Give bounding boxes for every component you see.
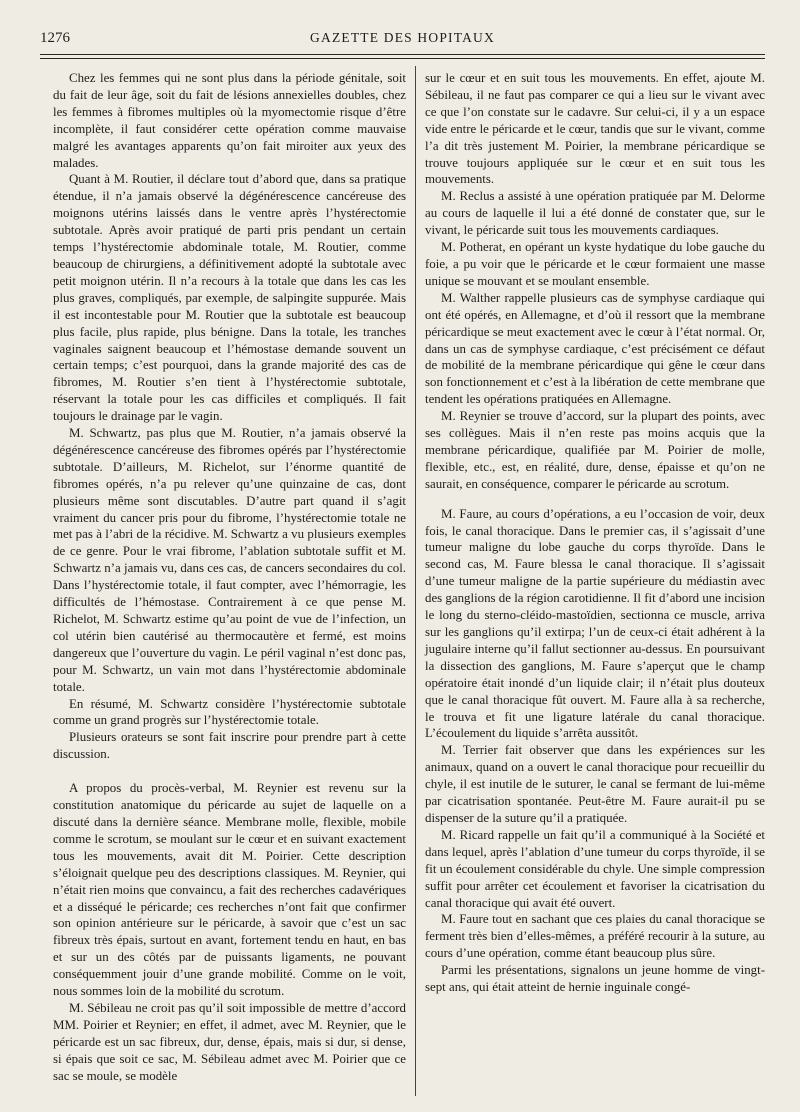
paragraph: M. Potherat, en opérant un kyste hydatique du lobe gauche du foie, a pu voir que le péricarde et le cœur formaient une masse unique se mouvant et se moulant ensemble. [425, 240, 765, 288]
left-column [53, 70, 406, 1084]
paragraph: Parmi les présentations, signalons un jeune homme de vingt-sept ans, qui était atteint de hernie inguinale congé- [425, 963, 765, 995]
right-column [425, 70, 765, 996]
paragraph: M. Terrier fait observer que dans les expériences sur les animaux, quand on a ouvert le canal thoracique pour recueillir du chyle, il est inutile de le suturer, le canal se fermant de lui-même par cicatrisation spontanée. Peut-être M. Faure aurait-il pu se dispenser de la suture qu’il a pratiquée. [425, 743, 765, 825]
header-rule-thin [40, 58, 765, 59]
paragraph: A propos du procès-verbal, M. Reynier est revenu sur la constitution anatomique du péricarde au sujet de laquelle on a discuté dans la dernière séance. Membrane molle, flexible, mobile comme le scrotum, se moulant sur le cœur et en suivant exactement tous les mouvements, avait dit M. Poirier. Cette description s’éloignait quelque peu des descriptions classiques. M. Reynier, qui n’était rien moins que convaincu, a fait des recherches cadavériques et a disséqué le péricarde; ces recherches n’ont fait que confirmer son opinion antérieure sur le péricarde, à savoir que c’est un sac fibreux très épais, surtout en avant, fortement tendu en haut, en bas et sur un des côtés par de puissants ligaments, ne pouvant conséquemment jouir d’une grande mobilité. Comme on le voit, nous sommes loin de la mobilité du scrotum. [53, 781, 406, 999]
paragraph: Plusieurs orateurs se sont fait inscrire pour prendre part à cette discussion. [53, 730, 406, 762]
paragraph: M. Walther rappelle plusieurs cas de symphyse cardiaque qui ont été opérés, en Allemagne, et d’où il ressort que la membrane péricardique se meut exactement avec le cœur à l’état normal. Or, dans un cas de symphyse cardiaque, c’est précisément ce défaut de mobilité de la membrane péricardique qui gêne le cœur dans son fonctionnement et c’est à la libération de cette membrane que tendent les opérations pratiquées en Allemagne. [425, 290, 765, 407]
column-divider [415, 66, 416, 1096]
paragraph: M. Sébileau ne croit pas qu’il soit impossible de mettre d’accord MM. Poirier et Reynier; en effet, il admet, avec M. Reynier, que le péricarde est un sac fibreux, dur, dense, épais, mais si dur, si dense, si épais que soit ce sac, M. Sébileau admet avec M. Poirier que ce sac se moule, se modèle [53, 1000, 406, 1083]
journal-title: GAZETTE DES HOPITAUX [310, 30, 495, 45]
paragraph: Chez les femmes qui ne sont plus dans la période génitale, soit du fait de leur âge, soit du fait de lésions annexielles doubles, chez les femmes à fibromes multiples où la myomectomie risque d’être incomplète, il faut considérer cette opération comme mauvaise malgré les avantages apparents qu’on fait miroiter aux yeux des malades. [53, 71, 406, 170]
page-number: 1276 [40, 30, 70, 46]
paragraph: M. Schwartz, pas plus que M. Routier, n’a jamais observé la dégénérescence cancéreuse des fibromes opérés par l’hystérectomie subtotale. D’ailleurs, M. Richelot, sur l’énorme quantité de fibromes opérés, n’a pu relever qu’une quinzaine de cas, dont plusieurs même sont discutables. D’autre part quand il s’agit vraiment du cancer pris pour du fibrome, l’hystérectomie totale ne met pas à l’abri de la récidive. M. Schwartz a vu plusieurs exemples de ce genre. Pour le vrai fibrome, l’ablation subtotale suffit et M. Schwartz n’a jamais vu, dans ces cas, de cancers secondaires du col. Dans l’hystérectomie totale, il faut compter, avec l’hémorragie, les difficultés de l’hémostase. Contrairement à ce que pense M. Richelot, M. Schwartz estime qu’au point de vue de l’infection, un col utérin bien cautérisé au thermocautère et fermé, est moins dangereux que l’ouverture du vagin. Le péril vaginal n’est donc pas, pour M. Schwartz, un vain mot dans l’hystérectomie abdominale totale. [53, 426, 406, 694]
header-rule [40, 54, 765, 55]
page-header [40, 30, 765, 50]
paragraph: sur le cœur et en suit tous les mouvements. En effet, ajoute M. Sébileau, il ne faut pas comparer ce qui a lieu sur le vivant avec ce que l’on constate sur le cadavre. Sur celui-ci, il y a un espace vide entre le péricarde et le cœur, tandis que sur le vivant, comme l’a dit très justement M. Poirier, la membrane péricardique se trouve toujours appliquée sur le cœur et en suit tous les mouvements. [425, 71, 765, 187]
paragraph: M. Reclus a assisté à une opération pratiquée par M. Delorme au cours de laquelle il lui a été donné de constater que, sur le vivant, le péricarde suit tous les mouvements cardiaques. [425, 189, 765, 238]
paragraph: En résumé, M. Schwartz considère l’hystérectomie subtotale comme un grand progrès sur l’hystérectomie totale. [53, 696, 406, 728]
paragraph: M. Ricard rappelle un fait qu’il a communiqué à la Société et dans lequel, après l’ablation d’une tumeur du corps thyroïde, il se fit un écoulement considérable du chyle. Une simple compression suffit pour arrêter cet écoulement et favoriser la cicatrisation du canal thoracique qui avait été ouvert. [425, 827, 765, 910]
paragraph: M. Faure tout en sachant que ces plaies du canal thoracique se ferment très bien d’elles-mêmes, a préféré recourir à la suture, au cours d’une opération, comme étant beaucoup plus sûre. [425, 912, 765, 961]
paragraph: M. Faure, au cours d’opérations, a eu l’occasion de voir, deux fois, le canal thoracique. Dans le premier cas, il s’agissait d’une tumeur maligne du lobe gauche du corps thyroïde. Dans le second cas, M. Faure blessa le canal thoracique. Il s’agissait d’une tumeur maligne de la partie supérieure du médiastin avec des ganglions de la région carotidienne. Il fit d’abord une incision le long du sterno-cléido-mastoïdien, sectionna ce muscle, arriva sur les ganglions qu’il extirpa; l’un de ceux-ci était adhérent à la jugulaire interne qu’il fallut sectionner au-dessus. En poursuivant la dissection des ganglions, M. Faure s’aperçut que le champ opératoire était inondé d’un liquide clair; il n’était plus douteux que le canal thoracique fût ouvert. M. Faure alla à sa recherche, le trouva et fit une ligature latérale du canal thoracique. L’écoulement du liquide s’arrêta aussitôt. [425, 506, 765, 741]
paragraph: Quant à M. Routier, il déclare tout d’abord que, dans sa pratique étendue, il n’a jamais observé la dégénérescence cancéreuse des moignons utérins laissés dans le ventre après l’hystérectomie subtotale. Après avoir pratiqué de parti pris pendant un certain temps l’hystérectomie abdominale totale, M. Routier, comme beaucoup de chirurgiens, a définitivement adopté la subtotale avec petit moignon utérin. Il n’a recours à la totale que dans les cas les plus graves, compliqués, par exemple, de salpingite suppurée. Mais il est incontestable pour M. Routier que la subtotale est beaucoup plus facile, plus rapide, plus bénigne. Dans la totale, les tranches vaginales saignent beaucoup et l’hémostase demande souvent un certain temps; c’est pourquoi, dans la grande majorité des cas de fibromes, M. Routier s’en tient à l’hystérectomie subtotale, réservant la totale pour les cas difficiles et compliqués. Il fait toujours le drainage par le vagin. [53, 172, 406, 424]
paragraph: M. Reynier se trouve d’accord, sur la plupart des points, avec ses collègues. Mais il n’en reste pas moins acquis que la membrane péricardique, qualifiée par M. Poirier de molle, flexible, etc., est, en réalité, dure, dense, épaisse et qu’on ne saurait, en conséquence, comparer le péricarde au scrotum. [425, 409, 765, 491]
